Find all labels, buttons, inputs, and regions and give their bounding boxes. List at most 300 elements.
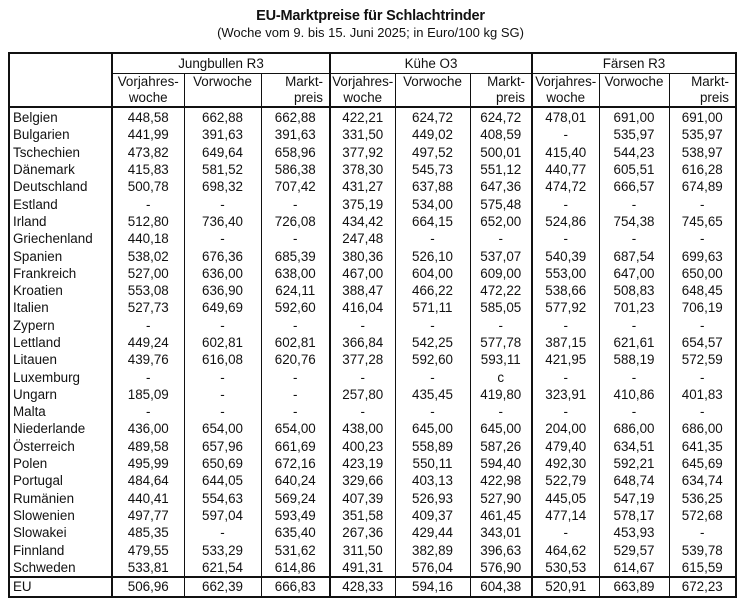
- price-cell-marktpreis: 645,00: [470, 420, 532, 437]
- price-cell-vorwoche: 526,93: [395, 490, 470, 507]
- price-cell-vorjahreswoche: 448,58: [112, 107, 184, 126]
- country-name: Rumänien: [13, 490, 75, 506]
- price-cell-vorjahreswoche: -: [330, 403, 395, 420]
- price-cell-vorjahreswoche: 479,40: [532, 438, 599, 455]
- price-cell-marktpreis: 652,00: [470, 213, 532, 230]
- price-cell-vorwoche: 403,13: [395, 472, 470, 489]
- price-cell-vorjahreswoche: 439,76: [112, 351, 184, 368]
- price-cell-vorwoche: 662,88: [184, 107, 261, 126]
- table-row: [9, 230, 736, 247]
- price-cell-vorwoche: -: [184, 403, 261, 420]
- price-cell-vorjahreswoche: 366,84: [330, 334, 395, 351]
- price-cell-vorjahreswoche: -: [532, 230, 599, 247]
- price-cell-vorwoche: 554,63: [184, 490, 261, 507]
- sub-header-marktpreis: [470, 74, 532, 108]
- price-cell-vorjahreswoche: 416,04: [330, 299, 395, 316]
- sub-header-line1: Vorjahres-: [535, 74, 597, 89]
- sub-header-line2: preis: [293, 90, 323, 105]
- price-cell-vorjahreswoche: 478,01: [532, 107, 599, 126]
- price-cell-marktpreis: 666,83: [261, 577, 330, 597]
- sub-header-line2: preis: [699, 90, 729, 105]
- price-cell-vorjahreswoche: -: [112, 195, 184, 212]
- price-cell-marktpreis: 624,11: [261, 282, 330, 299]
- sub-header-line1: Vorjahres-: [117, 74, 179, 89]
- price-cell-vorjahreswoche: 407,39: [330, 490, 395, 507]
- country-name: Estland: [13, 196, 58, 212]
- price-cell-vorjahreswoche: 388,47: [330, 282, 395, 299]
- price-cell-marktpreis: 577,78: [470, 334, 532, 351]
- price-cell-vorjahreswoche: 553,00: [532, 265, 599, 282]
- price-cell-vorjahreswoche: 538,66: [532, 282, 599, 299]
- price-cell-vorwoche: 409,37: [395, 507, 470, 524]
- price-cell-vorjahreswoche: 485,35: [112, 524, 184, 541]
- price-cell-vorjahreswoche: 474,72: [532, 178, 599, 195]
- price-cell-marktpreis: -: [669, 524, 736, 541]
- price-cell-vorjahreswoche: 380,36: [330, 247, 395, 264]
- country-name: Irland: [13, 213, 47, 229]
- page-title: EU-Marktpreise für Schlachtrinder: [256, 8, 485, 24]
- price-cell-marktpreis: 654,57: [669, 334, 736, 351]
- table-row: [9, 126, 736, 143]
- price-cell-vorwoche: 648,74: [599, 472, 669, 489]
- price-cell-vorwoche: 544,23: [599, 144, 669, 161]
- price-cell-vorwoche: 449,02: [395, 126, 470, 143]
- sub-header-line2: woche: [128, 90, 168, 105]
- price-cell-vorjahreswoche: 351,58: [330, 507, 395, 524]
- country-name: Österreich: [13, 438, 75, 454]
- price-cell-vorwoche: -: [184, 317, 261, 334]
- price-cell-vorwoche: 616,08: [184, 351, 261, 368]
- country-name: Niederlande: [13, 421, 86, 437]
- country-column-header: [9, 53, 112, 107]
- price-cell-vorjahreswoche: 428,33: [330, 577, 395, 597]
- price-cell-vorwoche: 391,63: [184, 126, 261, 143]
- price-cell-vorwoche: 614,67: [599, 559, 669, 577]
- price-cell-marktpreis: 647,36: [470, 178, 532, 195]
- price-cell-vorjahreswoche: -: [112, 317, 184, 334]
- country-name: Deutschland: [13, 179, 88, 195]
- price-cell-vorjahreswoche: 540,39: [532, 247, 599, 264]
- price-cell-vorjahreswoche: 467,00: [330, 265, 395, 282]
- price-cell-marktpreis: 527,90: [470, 490, 532, 507]
- price-cell-marktpreis: 634,74: [669, 472, 736, 489]
- price-cell-marktpreis: 604,38: [470, 577, 532, 597]
- price-cell-vorwoche: 686,00: [599, 420, 669, 437]
- price-cell-vorjahreswoche: 449,24: [112, 334, 184, 351]
- price-cell-vorwoche: -: [395, 230, 470, 247]
- price-table: [8, 52, 737, 598]
- price-cell-vorwoche: -: [184, 386, 261, 403]
- country-name: Bulgarien: [13, 127, 70, 143]
- table-row: [9, 490, 736, 507]
- price-cell-marktpreis: 586,38: [261, 161, 330, 178]
- price-cell-marktpreis: 587,26: [470, 438, 532, 455]
- price-cell-vorwoche: 558,89: [395, 438, 470, 455]
- price-cell-vorjahreswoche: -: [532, 403, 599, 420]
- price-cell-vorwoche: -: [184, 524, 261, 541]
- price-cell-marktpreis: 539,78: [669, 541, 736, 558]
- table-row: [9, 195, 736, 212]
- price-cell-vorwoche: -: [599, 230, 669, 247]
- price-cell-vorjahreswoche: 440,41: [112, 490, 184, 507]
- price-cell-vorjahreswoche: 400,23: [330, 438, 395, 455]
- table-row: [9, 299, 736, 316]
- price-cell-vorjahreswoche: 533,81: [112, 559, 184, 577]
- sub-header-line1: Markt-: [285, 74, 323, 89]
- sub-header-line1: Vorwoche: [193, 74, 252, 89]
- price-cell-marktpreis: 343,01: [470, 524, 532, 541]
- price-cell-vorjahreswoche: 247,48: [330, 230, 395, 247]
- price-cell-marktpreis: 536,25: [669, 490, 736, 507]
- price-cell-marktpreis: 635,40: [261, 524, 330, 541]
- sub-header-line1: Vorwoche: [604, 74, 664, 89]
- price-cell-marktpreis: 537,07: [470, 247, 532, 264]
- price-cell-vorwoche: 698,32: [184, 178, 261, 195]
- country-name: Italien: [13, 300, 49, 316]
- price-cell-vorwoche: 529,57: [599, 541, 669, 558]
- table-row: [9, 438, 736, 455]
- price-cell-vorwoche: 645,00: [395, 420, 470, 437]
- price-cell-vorjahreswoche: 440,77: [532, 161, 599, 178]
- price-cell-vorwoche: 621,61: [599, 334, 669, 351]
- price-cell-marktpreis: 551,12: [470, 161, 532, 178]
- price-cell-vorjahreswoche: 331,50: [330, 126, 395, 143]
- price-cell-vorjahreswoche: 497,77: [112, 507, 184, 524]
- price-cell-vorjahreswoche: 377,92: [330, 144, 395, 161]
- price-cell-vorjahreswoche: -: [330, 317, 395, 334]
- sub-header-vorwoche: [395, 74, 470, 108]
- sub-header-line2: preis: [495, 90, 525, 105]
- price-cell-vorjahreswoche: 415,40: [532, 144, 599, 161]
- price-cell-marktpreis: 575,48: [470, 195, 532, 212]
- table-row: [9, 213, 736, 230]
- price-cell-vorjahreswoche: 387,15: [532, 334, 599, 351]
- country-name: Slowenien: [13, 507, 75, 523]
- price-cell-vorjahreswoche: 524,86: [532, 213, 599, 230]
- table-row: [9, 541, 736, 558]
- price-cell-vorjahreswoche: 527,00: [112, 265, 184, 282]
- price-cell-vorjahreswoche: 431,27: [330, 178, 395, 195]
- price-cell-vorwoche: 657,96: [184, 438, 261, 455]
- price-cell-marktpreis: 686,00: [669, 420, 736, 437]
- price-cell-marktpreis: 645,69: [669, 455, 736, 472]
- price-cell-vorwoche: 535,97: [599, 126, 669, 143]
- price-cell-vorwoche: 466,22: [395, 282, 470, 299]
- price-cell-marktpreis: 396,63: [470, 541, 532, 558]
- price-cell-vorjahreswoche: 445,05: [532, 490, 599, 507]
- table-row: [9, 317, 736, 334]
- price-cell-vorjahreswoche: 464,62: [532, 541, 599, 558]
- price-cell-vorjahreswoche: 185,09: [112, 386, 184, 403]
- group-header-jungbullen: Jungbullen R3: [112, 53, 330, 74]
- price-cell-vorjahreswoche: 441,99: [112, 126, 184, 143]
- price-cell-vorwoche: 526,10: [395, 247, 470, 264]
- price-cell-vorwoche: -: [599, 195, 669, 212]
- price-cell-vorwoche: 588,19: [599, 351, 669, 368]
- price-cell-vorwoche: 594,16: [395, 577, 470, 597]
- price-cell-marktpreis: 648,45: [669, 282, 736, 299]
- price-cell-marktpreis: 594,40: [470, 455, 532, 472]
- sub-header-vorwoche: [599, 74, 669, 108]
- price-cell-marktpreis: 699,63: [669, 247, 736, 264]
- price-cell-vorwoche: 664,15: [395, 213, 470, 230]
- price-cell-vorwoche: 636,90: [184, 282, 261, 299]
- price-cell-vorwoche: -: [184, 230, 261, 247]
- price-cell-marktpreis: 650,00: [669, 265, 736, 282]
- price-cell-vorjahreswoche: -: [532, 368, 599, 385]
- price-cell-vorwoche: 754,38: [599, 213, 669, 230]
- price-cell-vorjahreswoche: -: [112, 368, 184, 385]
- price-cell-vorwoche: 508,83: [599, 282, 669, 299]
- price-cell-vorjahreswoche: 520,91: [532, 577, 599, 597]
- price-cell-vorwoche: 637,88: [395, 178, 470, 195]
- country-name: Polen: [13, 456, 48, 472]
- price-cell-vorwoche: 410,86: [599, 386, 669, 403]
- price-cell-marktpreis: 672,23: [669, 577, 736, 597]
- price-cell-marktpreis: 726,08: [261, 213, 330, 230]
- table-row: [9, 386, 736, 403]
- price-cell-vorjahreswoche: 436,00: [112, 420, 184, 437]
- price-cell-vorjahreswoche: 329,66: [330, 472, 395, 489]
- price-cell-vorwoche: 687,54: [599, 247, 669, 264]
- price-cell-vorwoche: 604,00: [395, 265, 470, 282]
- price-cell-marktpreis: 572,59: [669, 351, 736, 368]
- price-cell-vorwoche: 534,00: [395, 195, 470, 212]
- price-cell-marktpreis: 638,00: [261, 265, 330, 282]
- price-cell-vorjahreswoche: 477,14: [532, 507, 599, 524]
- price-cell-marktpreis: -: [669, 368, 736, 385]
- price-cell-vorjahreswoche: 506,96: [112, 577, 184, 597]
- price-cell-marktpreis: -: [669, 403, 736, 420]
- price-cell-marktpreis: 461,45: [470, 507, 532, 524]
- price-cell-marktpreis: 419,80: [470, 386, 532, 403]
- price-cell-vorwoche: 453,93: [599, 524, 669, 541]
- price-cell-vorjahreswoche: 530,53: [532, 559, 599, 577]
- table-row: [9, 472, 736, 489]
- price-cell-marktpreis: 674,89: [669, 178, 736, 195]
- price-cell-vorjahreswoche: 491,31: [330, 559, 395, 577]
- price-cell-vorwoche: -: [184, 368, 261, 385]
- price-cell-vorwoche: 647,00: [599, 265, 669, 282]
- price-cell-vorjahreswoche: -: [330, 368, 395, 385]
- price-cell-vorwoche: 666,57: [599, 178, 669, 195]
- price-cell-vorjahreswoche: 323,91: [532, 386, 599, 403]
- price-cell-marktpreis: 662,88: [261, 107, 330, 126]
- price-cell-marktpreis: -: [261, 195, 330, 212]
- price-cell-vorwoche: 550,11: [395, 455, 470, 472]
- sub-header-line2: woche: [546, 90, 586, 105]
- price-cell-vorwoche: -: [395, 368, 470, 385]
- price-cell-vorjahreswoche: 421,95: [532, 351, 599, 368]
- country-name: Luxemburg: [13, 369, 80, 385]
- price-cell-vorwoche: 578,17: [599, 507, 669, 524]
- country-name: Slowakei: [13, 525, 67, 541]
- price-cell-vorjahreswoche: 553,08: [112, 282, 184, 299]
- price-cell-vorwoche: -: [395, 403, 470, 420]
- sub-header-line1: Markt-: [691, 74, 729, 89]
- price-cell-marktpreis: -: [261, 368, 330, 385]
- table-row: [9, 524, 736, 541]
- price-cell-vorjahreswoche: 538,02: [112, 247, 184, 264]
- price-cell-marktpreis: -: [669, 317, 736, 334]
- group-header-row: [9, 53, 736, 74]
- price-cell-vorwoche: 597,04: [184, 507, 261, 524]
- price-cell-vorjahreswoche: -: [112, 403, 184, 420]
- country-name: Litauen: [13, 352, 57, 368]
- eu-total-row: [9, 577, 736, 597]
- table-row: [9, 334, 736, 351]
- price-cell-marktpreis: 641,35: [669, 438, 736, 455]
- price-cell-vorjahreswoche: 423,19: [330, 455, 395, 472]
- price-cell-marktpreis: 602,81: [261, 334, 330, 351]
- price-cell-vorjahreswoche: 492,30: [532, 455, 599, 472]
- price-cell-marktpreis: 691,00: [669, 107, 736, 126]
- price-cell-marktpreis: 624,72: [470, 107, 532, 126]
- table-row: [9, 107, 736, 126]
- price-cell-marktpreis: 569,24: [261, 490, 330, 507]
- price-cell-vorwoche: 736,40: [184, 213, 261, 230]
- price-cell-vorjahreswoche: 473,82: [112, 144, 184, 161]
- price-cell-vorwoche: 545,73: [395, 161, 470, 178]
- sub-header-vorjahreswoche: [112, 74, 184, 108]
- price-cell-vorwoche: 634,51: [599, 438, 669, 455]
- country-name: Belgien: [13, 110, 58, 126]
- price-cell-marktpreis: 531,62: [261, 541, 330, 558]
- price-cell-vorjahreswoche: -: [532, 126, 599, 143]
- table-row: [9, 178, 736, 195]
- price-cell-vorwoche: 547,19: [599, 490, 669, 507]
- table-row: [9, 351, 736, 368]
- price-cell-vorwoche: 663,89: [599, 577, 669, 597]
- price-cell-vorjahreswoche: 512,80: [112, 213, 184, 230]
- price-cell-marktpreis: 745,65: [669, 213, 736, 230]
- price-cell-marktpreis: -: [669, 195, 736, 212]
- price-cell-vorwoche: 571,11: [395, 299, 470, 316]
- price-cell-marktpreis: -: [261, 230, 330, 247]
- price-cell-marktpreis: 472,22: [470, 282, 532, 299]
- price-cell-marktpreis: 661,69: [261, 438, 330, 455]
- sub-header-line1: Vorjahres-: [332, 74, 394, 89]
- sub-header-vorjahreswoche: [330, 74, 395, 108]
- price-cell-vorwoche: -: [599, 317, 669, 334]
- price-cell-vorwoche: 592,60: [395, 351, 470, 368]
- country-name: Griechenland: [13, 231, 93, 247]
- price-cell-vorwoche: 654,00: [184, 420, 261, 437]
- table-row: [9, 265, 736, 282]
- price-cell-marktpreis: 593,49: [261, 507, 330, 524]
- price-cell-marktpreis: 707,42: [261, 178, 330, 195]
- price-cell-vorwoche: 662,39: [184, 577, 261, 597]
- country-name: Dänemark: [13, 162, 75, 178]
- price-cell-vorwoche: 533,29: [184, 541, 261, 558]
- country-name: Kroatien: [13, 283, 63, 299]
- price-cell-marktpreis: 538,97: [669, 144, 736, 161]
- sub-header-marktpreis: [669, 74, 736, 108]
- price-cell-vorjahreswoche: 484,64: [112, 472, 184, 489]
- price-cell-marktpreis: -: [261, 403, 330, 420]
- country-name: Spanien: [13, 248, 63, 264]
- price-cell-marktpreis: 401,83: [669, 386, 736, 403]
- price-cell-vorjahreswoche: 375,19: [330, 195, 395, 212]
- price-cell-vorjahreswoche: 204,00: [532, 420, 599, 437]
- sub-header-line1: Vorwoche: [403, 74, 462, 89]
- price-cell-vorjahreswoche: 577,92: [532, 299, 599, 316]
- table-body: [9, 107, 736, 597]
- table-row: [9, 559, 736, 577]
- country-name: Lettland: [13, 335, 61, 350]
- price-cell-vorjahreswoche: 267,36: [330, 524, 395, 541]
- table-row: [9, 247, 736, 264]
- price-cell-vorjahreswoche: -: [532, 195, 599, 212]
- price-cell-marktpreis: 408,59: [470, 126, 532, 143]
- page-subtitle: (Woche vom 9. bis 15. Juni 2025; in Euro/100 kg SG): [217, 25, 524, 40]
- price-cell-marktpreis: 609,00: [470, 265, 532, 282]
- sub-header-row: [9, 74, 736, 108]
- price-cell-marktpreis: 391,63: [261, 126, 330, 143]
- price-cell-vorwoche: 650,69: [184, 455, 261, 472]
- table-row: [9, 403, 736, 420]
- price-cell-marktpreis: c: [470, 368, 532, 385]
- price-cell-marktpreis: 585,05: [470, 299, 532, 316]
- table-row: [9, 368, 736, 385]
- price-cell-vorjahreswoche: 378,30: [330, 161, 395, 178]
- price-cell-marktpreis: 500,01: [470, 144, 532, 161]
- country-name: Tschechien: [13, 144, 80, 160]
- price-cell-vorjahreswoche: 522,79: [532, 472, 599, 489]
- price-cell-marktpreis: -: [261, 386, 330, 403]
- price-cell-vorwoche: -: [184, 195, 261, 212]
- price-cell-vorjahreswoche: 489,58: [112, 438, 184, 455]
- price-cell-marktpreis: 593,11: [470, 351, 532, 368]
- sub-header-marktpreis: [261, 74, 330, 108]
- price-cell-vorwoche: 676,36: [184, 247, 261, 264]
- price-cell-vorjahreswoche: 415,83: [112, 161, 184, 178]
- table-row: [9, 161, 736, 178]
- price-cell-marktpreis: 672,16: [261, 455, 330, 472]
- eu-label: EU: [9, 577, 112, 597]
- price-cell-marktpreis: 576,90: [470, 559, 532, 577]
- country-name: Zypern: [13, 317, 55, 333]
- price-cell-marktpreis: 640,24: [261, 472, 330, 489]
- sub-header-line2: woche: [343, 90, 383, 105]
- price-cell-marktpreis: 685,39: [261, 247, 330, 264]
- price-cell-marktpreis: -: [669, 230, 736, 247]
- price-cell-vorjahreswoche: 500,78: [112, 178, 184, 195]
- table-row: [9, 507, 736, 524]
- price-cell-marktpreis: 572,68: [669, 507, 736, 524]
- price-cell-marktpreis: -: [470, 403, 532, 420]
- price-cell-vorjahreswoche: 479,55: [112, 541, 184, 558]
- price-cell-marktpreis: 535,97: [669, 126, 736, 143]
- price-cell-vorwoche: 649,69: [184, 299, 261, 316]
- price-cell-vorwoche: 644,05: [184, 472, 261, 489]
- group-header-faersen: Färsen R3: [532, 53, 736, 74]
- price-cell-vorjahreswoche: 377,28: [330, 351, 395, 368]
- price-cell-vorjahreswoche: 440,18: [112, 230, 184, 247]
- price-cell-marktpreis: 706,19: [669, 299, 736, 316]
- price-cell-vorwoche: 605,51: [599, 161, 669, 178]
- table-row: [9, 420, 736, 437]
- group-header-kuehe: Kühe O3: [330, 53, 532, 74]
- price-cell-vorwoche: 581,52: [184, 161, 261, 178]
- price-cell-vorjahreswoche: 434,42: [330, 213, 395, 230]
- price-cell-vorwoche: 624,72: [395, 107, 470, 126]
- price-cell-marktpreis: 658,96: [261, 144, 330, 161]
- country-name: Portugal: [13, 473, 63, 489]
- country-name: Malta: [13, 404, 46, 420]
- price-cell-vorjahreswoche: -: [532, 524, 599, 541]
- country-name: Ungarn: [13, 386, 57, 402]
